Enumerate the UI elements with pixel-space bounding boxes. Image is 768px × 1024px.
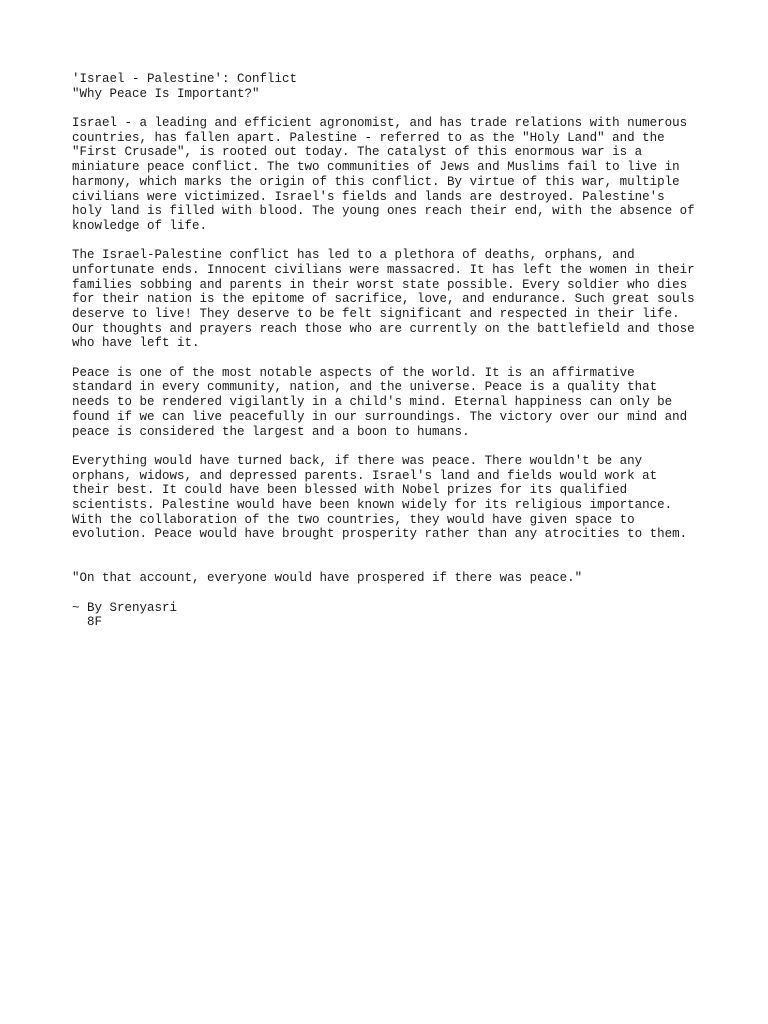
document-page [72,72,712,630]
spacer [72,586,712,601]
author-class: 8F [72,615,103,630]
paragraph-4 [72,454,712,542]
paragraph-line: With the collaboration of the two countries, they would have given space to [72,512,635,527]
paragraph-line: their best. It could have been blessed with Nobel prizes for its qualified [72,483,628,498]
paragraph-line: scientists. Palestine would have been known widely for its religious importance. [72,497,673,512]
spacer [72,542,712,571]
paragraph-line: Our thoughts and prayers reach those who are currently on the battlefield and those [72,321,695,336]
paragraph-line: Everything would have turned back, if there was peace. There wouldn't be any [72,453,643,468]
paragraph-line: standard in every community, nation, and the universe. Peace is a quality that [72,380,658,395]
paragraph-3 [72,366,712,439]
paragraph-line: who have left it. [72,336,200,351]
paragraph-line: orphans, widows, and depressed parents. Israel's land and fields would work at [72,468,658,483]
paragraph-line: evolution. Peace would have brought prosperity rather than any atrocities to them. [72,527,688,542]
paragraph-line: Israel - a leading and efficient agronomist, and has trade relations with numerous [72,116,688,131]
paragraph-line: The Israel-Palestine conflict has led to a plethora of deaths, orphans, and [72,248,635,263]
paragraph-line: knowledge of life. [72,218,208,233]
document-subtitle: "Why Peace Is Important?" [72,86,260,101]
paragraph-line: unfortunate ends. Innocent civilians were massacred. It has left the women in their [72,262,695,277]
paragraph-line: found if we can live peacefully in our surroundings. The victory over our mind and [72,409,688,424]
paragraph-line: for their nation is the epitome of sacrifice, love, and endurance. Such great souls [72,292,695,307]
paragraph-line: peace is considered the largest and a boon to humans. [72,424,470,439]
paragraph-line: "First Crusade", is rooted out today. The catalyst of this enormous war is a [72,145,643,160]
paragraph-line: harmony, which marks the origin of this conflict. By virtue of this war, multiple [72,174,680,189]
paragraph-line: needs to be rendered vigilantly in a child's mind. Eternal happiness can only be [72,395,673,410]
spacer [72,439,712,454]
paragraph-line: Peace is one of the most notable aspects of the world. It is an affirmative [72,365,635,380]
paragraph-line: countries, has fallen apart. Palestine - referred to as the "Holy Land" and the [72,130,665,145]
spacer [72,351,712,366]
paragraph-2 [72,248,712,351]
paragraph-line: miniature peace conflict. The two communities of Jews and Muslims fail to live in [72,160,680,175]
paragraph-1 [72,116,712,234]
document-title: 'Israel - Palestine': Conflict [72,72,298,86]
paragraph-line: deserve to live! They deserve to be felt significant and respected in their life. [72,307,680,321]
paragraph-line: families sobbing and parents in their worst state possible. Every soldier who dies [72,277,688,292]
author-byline: ~ By Srenyasri [72,600,178,615]
closing-quote: "On that account, everyone would have prospered if there was peace." [72,571,583,586]
paragraph-line: civilians were victimized. Israel's fields and lands are destroyed. Palestine's [72,189,665,204]
spacer [72,234,712,249]
spacer [72,101,712,116]
paragraph-line: holy land is filled with blood. The young ones reach their end, with the absence of [72,204,695,219]
